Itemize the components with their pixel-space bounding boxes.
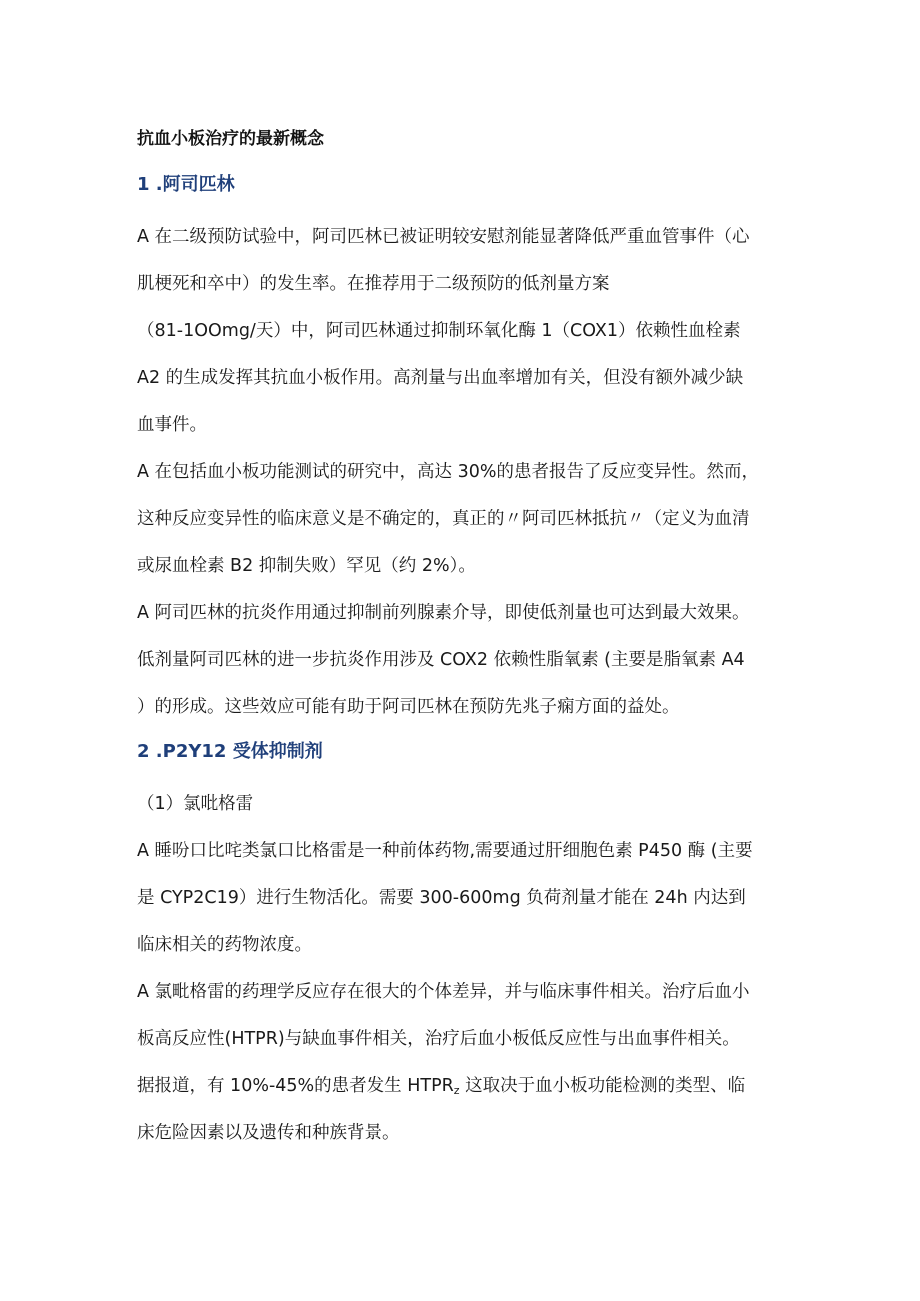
text-line: A 氯毗格雷的药理学反应存在很大的个体差异，并与临床事件相关。治疗后血小 bbox=[137, 982, 750, 1002]
document-page bbox=[137, 122, 797, 1157]
paragraph-clopidogrel-prodrug bbox=[137, 828, 797, 969]
text-line: A 睡吩口比咤类氯口比格雷是一种前体药物,需要通过肝细胞色素 P450 酶 (主要 bbox=[137, 841, 753, 861]
section-heading-p2y12: 2 .P2Y12 受体抑制剂 bbox=[137, 741, 323, 762]
text-line: 或尿血栓素 B2 抑制失败）罕见（约 2%）。 bbox=[137, 556, 476, 576]
document-title: 抗血小板治疗的最新概念 bbox=[137, 129, 324, 149]
text-line: 板高反应性(HTPR)与缺血事件相关，治疗后血小板低反应性与出血事件相关。 bbox=[137, 1029, 740, 1049]
text-segment: 这取决于血小板功能检测的类型、临 bbox=[459, 1076, 746, 1096]
text-line: 是 CYP2C19）进行生物活化。需要 300-600mg 负荷剂量才能在 24h 内达到 bbox=[137, 888, 746, 908]
text-line: A2 的生成发挥其抗血小板作用。高剂量与出血率增加有关，但没有额外减少缺 bbox=[137, 368, 744, 388]
text-line: （81-1OOmg/天）中，阿司匹林通过抑制环氧化酶 1（COX1）依赖性血栓素 bbox=[137, 321, 741, 341]
text-line: 临床相关的药物浓度。 bbox=[137, 935, 312, 955]
text-line-with-subscript bbox=[137, 1063, 797, 1110]
text-line: 血事件。 bbox=[137, 415, 207, 435]
text-line: 低剂量阿司匹林的进一步抗炎作用涉及 COX2 依赖性脂氧素 (主要是脂氧素 A4 bbox=[137, 650, 745, 670]
section-heading-aspirin: 1 .阿司匹林 bbox=[137, 174, 235, 195]
text-line: 肌梗死和卒中）的发生率。在推荐用于二级预防的低剂量方案 bbox=[137, 274, 610, 294]
paragraph-aspirin-secondary-prevention bbox=[137, 214, 797, 449]
text-segment: 据报道，有 10%-45%的患者发生 HTPR bbox=[137, 1076, 454, 1096]
text-line: A 阿司匹林的抗炎作用通过抑制前列腺素介导，即使低剂量也可达到最大效果。 bbox=[137, 603, 750, 623]
paragraph-aspirin-variability bbox=[137, 449, 797, 590]
text-line: （1）氯吡格雷 bbox=[137, 794, 254, 814]
subheading-clopidogrel bbox=[137, 781, 797, 828]
subscript: z bbox=[453, 1084, 460, 1097]
text-line: 床危险因素以及遗传和种族背景。 bbox=[137, 1123, 400, 1143]
text-line: ）的形成。这些效应可能有助于阿司匹林在预防先兆子痫方面的益处。 bbox=[137, 697, 680, 717]
text-line: A 在二级预防试验中，阿司匹林已被证明较安慰剂能显著降低严重血管事件（心 bbox=[137, 227, 750, 247]
text-line: 这种反应变异性的临床意义是不确定的，真正的〃阿司匹林抵抗〃（定义为血清 bbox=[137, 509, 750, 529]
paragraph-aspirin-anti-inflammatory bbox=[137, 590, 797, 731]
paragraph-clopidogrel-variability bbox=[137, 969, 797, 1157]
text-line: A 在包括血小板功能测试的研究中，高达 30%的患者报告了反应变异性。然而， bbox=[137, 462, 759, 482]
